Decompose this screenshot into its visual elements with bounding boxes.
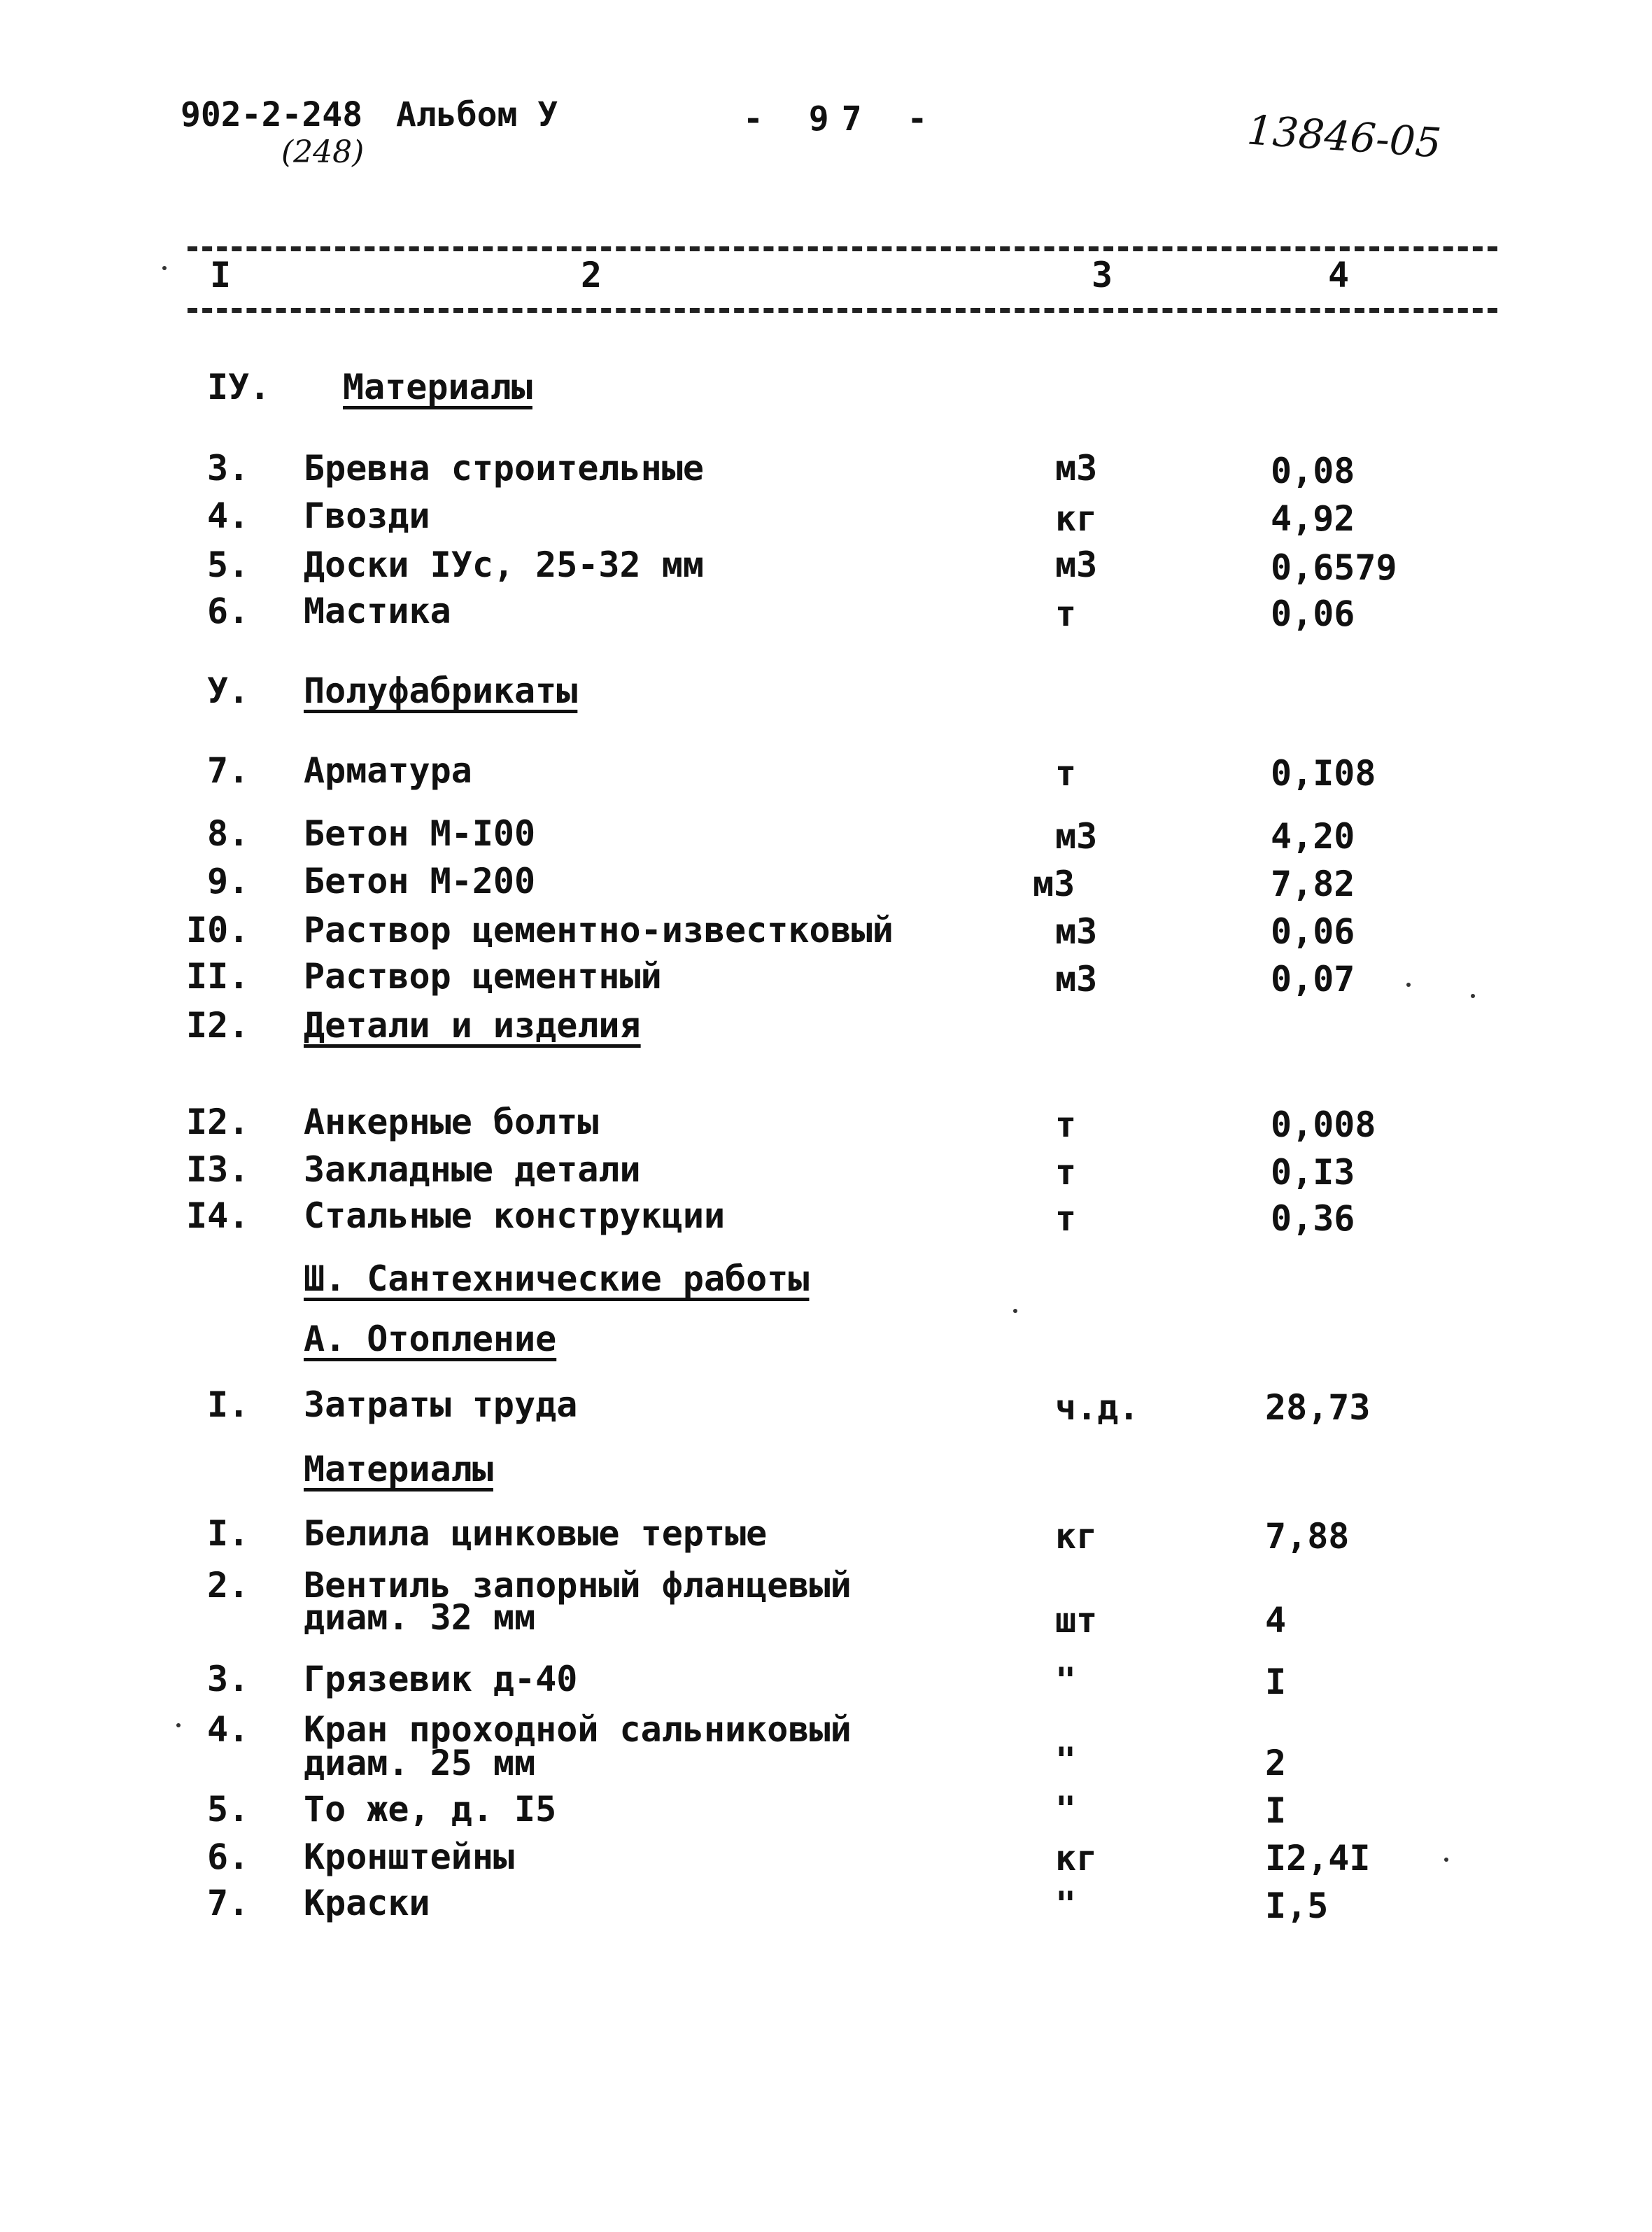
row-number: 8. xyxy=(207,813,250,854)
row-unit: кг xyxy=(1055,498,1098,539)
document-code-sub: (248) xyxy=(281,134,365,170)
row-unit: " xyxy=(1055,1740,1077,1781)
column-header-4: 4 xyxy=(1328,255,1350,295)
row-name: Раствор цементно-известковый xyxy=(304,910,894,950)
row-unit: т xyxy=(1055,1152,1077,1193)
row-name: Анкерные болты xyxy=(304,1102,599,1142)
subsection-title: А. Отопление xyxy=(304,1319,557,1359)
row-number: 6. xyxy=(207,1837,250,1877)
scan-speck xyxy=(1013,1309,1017,1313)
row-unit: т xyxy=(1055,594,1077,634)
header-rule-top xyxy=(188,246,1497,251)
row-number: I4. xyxy=(186,1195,250,1236)
row-quantity: I xyxy=(1265,1662,1287,1702)
row-name: Белила цинковые тертые xyxy=(304,1513,768,1554)
row-quantity: 0,I3 xyxy=(1271,1152,1355,1193)
row-number: 4. xyxy=(207,496,250,536)
row-unit: ч.д. xyxy=(1055,1387,1140,1428)
section-title: Ш. Сантехнические работы xyxy=(304,1258,810,1299)
row-quantity: 0,06 xyxy=(1271,594,1355,634)
row-name: Кронштейны xyxy=(304,1837,515,1877)
row-name: Арматура xyxy=(304,750,472,791)
row-name: Стальные конструкции xyxy=(304,1195,726,1236)
row-name: Кран проходной сальниковый xyxy=(304,1709,852,1750)
row-quantity: 4 xyxy=(1265,1600,1287,1641)
row-quantity: 0,I08 xyxy=(1271,753,1376,794)
row-unit: м3 xyxy=(1055,911,1098,952)
row-quantity: 4,20 xyxy=(1271,816,1355,857)
section-title: Полуфабрикаты xyxy=(304,671,578,711)
row-name: Вентиль запорный фланцевый xyxy=(304,1565,852,1606)
row-number: I. xyxy=(207,1513,250,1554)
row-quantity: 2 xyxy=(1265,1743,1287,1783)
row-name: Бетон М-200 xyxy=(304,861,536,901)
scan-speck xyxy=(1471,994,1475,998)
row-unit: т xyxy=(1055,753,1077,794)
row-number: I. xyxy=(207,1384,250,1425)
row-quantity: I2,4I xyxy=(1265,1838,1371,1879)
row-name: Бетон М-I00 xyxy=(304,813,536,854)
row-unit: м3 xyxy=(1055,959,1098,999)
column-header-3: 3 xyxy=(1092,255,1113,295)
row-unit: м3 xyxy=(1033,864,1075,904)
row-name: Краски xyxy=(304,1883,430,1923)
section-title: Детали и изделия xyxy=(304,1005,641,1046)
section-number: У. xyxy=(207,671,250,711)
scan-speck xyxy=(176,1723,181,1727)
row-name: Раствор цементный xyxy=(304,956,662,997)
row-number: 3. xyxy=(207,1659,250,1699)
subsection-title: Материалы xyxy=(304,1449,493,1489)
row-unit: т xyxy=(1055,1104,1077,1145)
row-quantity: 4,92 xyxy=(1271,498,1355,539)
scan-speck xyxy=(1444,1858,1448,1862)
row-number: 6. xyxy=(207,591,250,631)
row-number: 5. xyxy=(207,545,250,585)
row-number: 3. xyxy=(207,448,250,489)
row-quantity: 7,82 xyxy=(1271,864,1355,904)
row-unit: кг xyxy=(1055,1838,1098,1879)
row-unit: шт xyxy=(1055,1600,1098,1641)
row-name: То же, д. I5 xyxy=(304,1789,557,1830)
scan-speck xyxy=(162,266,167,270)
row-unit: " xyxy=(1055,1660,1077,1701)
section-number: I2. xyxy=(186,1005,250,1046)
row-quantity: 0,07 xyxy=(1271,959,1355,999)
column-header-1: I xyxy=(210,255,232,295)
row-name: Закладные детали xyxy=(304,1149,641,1190)
row-quantity: I,5 xyxy=(1265,1886,1329,1926)
row-quantity: 0,36 xyxy=(1271,1198,1355,1239)
row-number: 5. xyxy=(207,1789,250,1830)
row-unit: т xyxy=(1055,1198,1077,1239)
row-quantity: 0,08 xyxy=(1271,451,1355,491)
row-quantity: 0,06 xyxy=(1271,911,1355,952)
row-name: Бревна строительные xyxy=(304,448,704,489)
row-name: Доски IУс, 25-32 мм xyxy=(304,545,704,585)
row-number: 7. xyxy=(207,750,250,791)
document-code: 902-2-248 xyxy=(181,95,363,134)
row-quantity: 7,88 xyxy=(1265,1516,1350,1557)
row-number: 7. xyxy=(207,1883,250,1923)
row-unit: м3 xyxy=(1055,816,1098,857)
row-unit: " xyxy=(1055,1884,1077,1925)
row-quantity: I xyxy=(1265,1790,1287,1831)
row-name: Мастика xyxy=(304,591,451,631)
row-name: Грязевик д-40 xyxy=(304,1659,578,1699)
row-quantity: 0,6579 xyxy=(1271,547,1397,588)
row-quantity: 28,73 xyxy=(1265,1387,1371,1428)
header-rule-bottom xyxy=(188,308,1497,313)
row-number: 4. xyxy=(207,1709,250,1750)
archive-stamp-number: 13846-05 xyxy=(1245,106,1443,167)
row-unit: м3 xyxy=(1055,545,1098,585)
row-unit: м3 xyxy=(1055,448,1098,489)
row-number: 2. xyxy=(207,1565,250,1606)
row-unit: кг xyxy=(1055,1516,1098,1557)
row-name-continued: диам. 32 мм xyxy=(304,1597,536,1638)
row-number: II. xyxy=(186,956,250,997)
scan-speck xyxy=(1406,983,1411,987)
row-name: Затраты труда xyxy=(304,1384,578,1425)
row-unit: " xyxy=(1055,1789,1077,1830)
row-number: I2. xyxy=(186,1102,250,1142)
row-number: I0. xyxy=(186,910,250,950)
row-quantity: 0,008 xyxy=(1271,1104,1376,1145)
column-header-2: 2 xyxy=(581,255,602,295)
page-number: - 97 - xyxy=(743,99,940,139)
section-number: IУ. xyxy=(207,367,271,407)
section-title: Материалы xyxy=(343,367,532,407)
album-label: Альбом У xyxy=(396,95,558,134)
row-name-continued: диам. 25 мм xyxy=(304,1743,536,1783)
row-number: I3. xyxy=(186,1149,250,1190)
row-number: 9. xyxy=(207,861,250,901)
row-name: Гвозди xyxy=(304,496,430,536)
